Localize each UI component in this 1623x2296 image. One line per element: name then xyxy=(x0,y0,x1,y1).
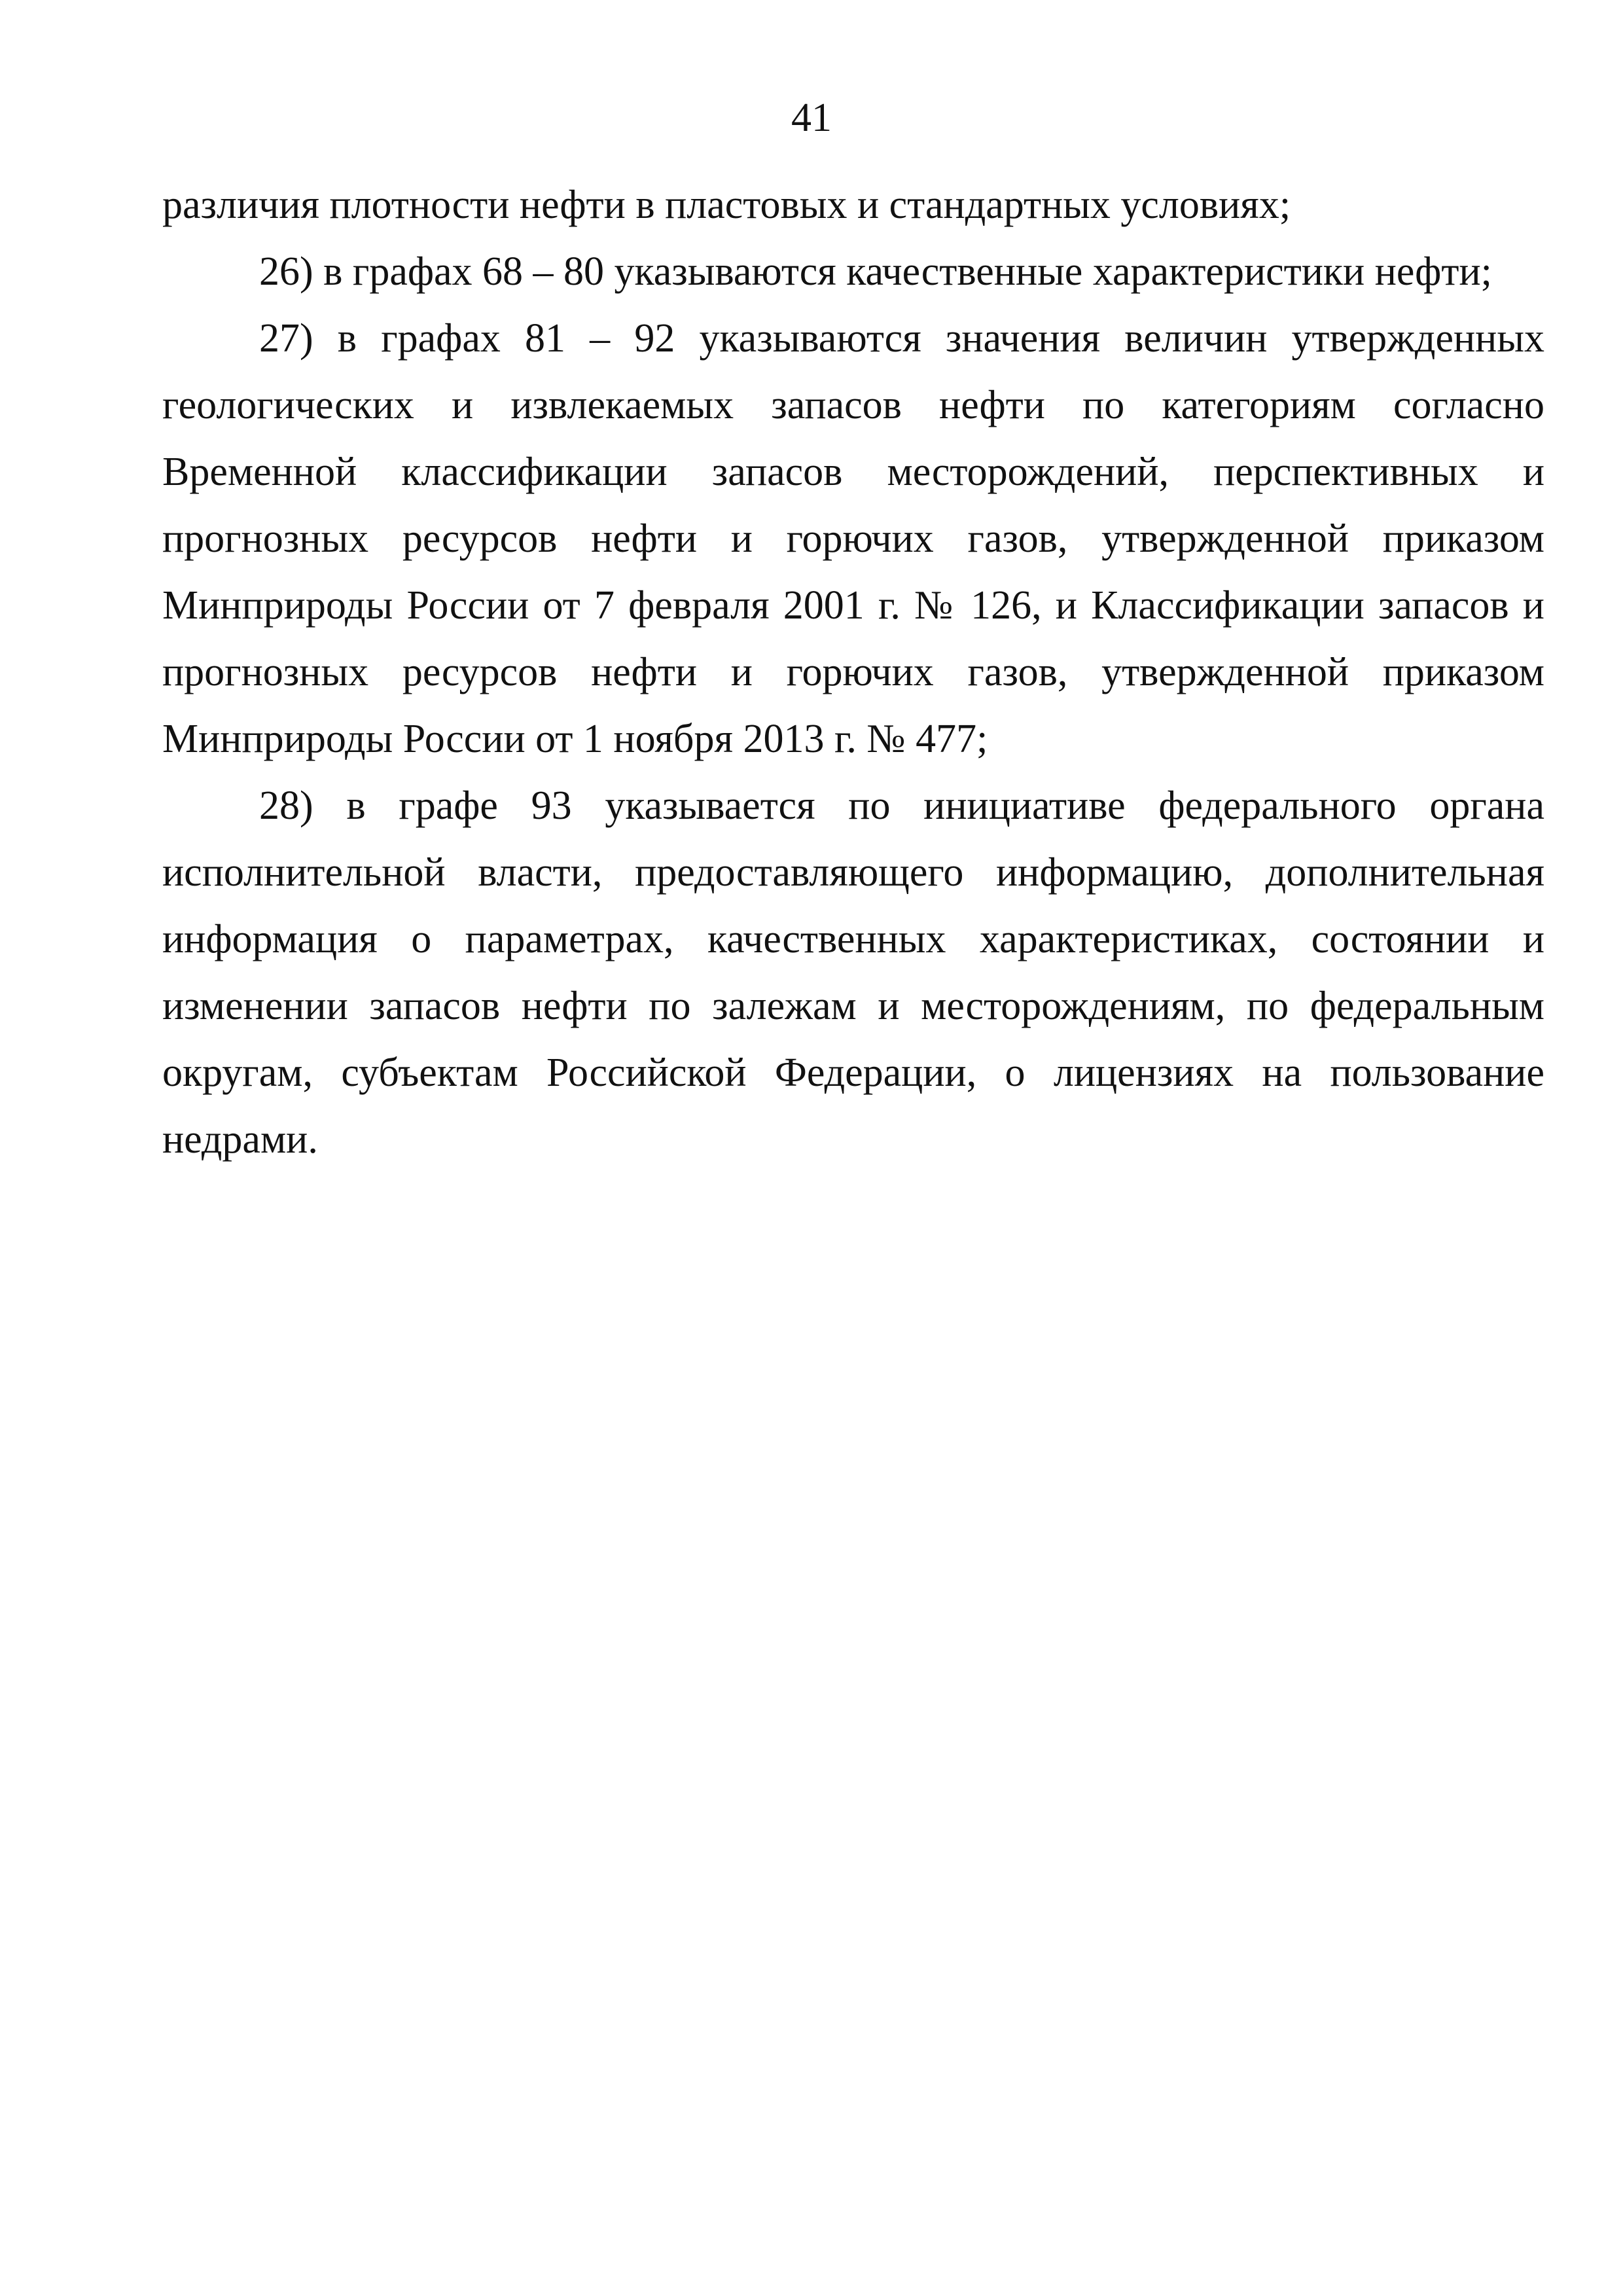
document-body xyxy=(162,171,1544,1173)
paragraph-item-28: 28) в графе 93 указывается по инициативе федерального органа исполнительной власти, предоставляющего информацию, дополнительная информация о параметрах, качественных характеристиках, состоянии и изменении запасов нефти по залежам и месторождениям, по федеральным округам, субъектам Российской Федерации, о лицензиях на пользование недрами. xyxy=(162,783,1544,1162)
paragraph-item-26: 26) в графах 68 – 80 указываются качественные характеристики нефти; xyxy=(259,249,1492,294)
page-number: 41 xyxy=(791,96,832,140)
paragraph-continuation: различия плотности нефти в пластовых и стандартных условиях; xyxy=(162,183,1291,227)
paragraph-item-27: 27) в графах 81 – 92 указываются значения величин утвержденных геологических и извлекаемых запасов нефти по категориям согласно Временной классификации запасов месторождений, перспективных и прогнозных ресурсов нефти и горючих газов, утвержденной приказом Минприроды России от 7 февраля 2001 г. № 126, и Классификации запасов и прогнозных ресурсов нефти и горючих газов, утвержденной приказом Минприроды России от 1 ноября 2013 г. № 477; xyxy=(162,316,1544,761)
